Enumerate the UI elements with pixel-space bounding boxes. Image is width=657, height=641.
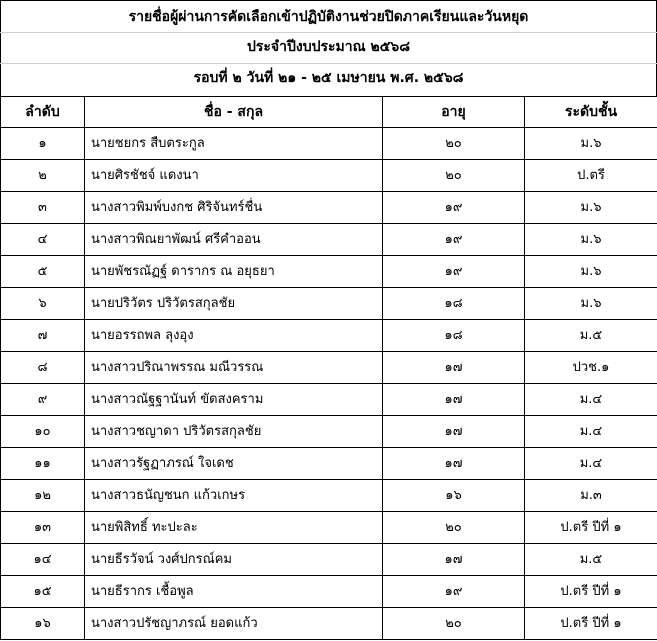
row-age: ๑๙ <box>383 224 525 256</box>
row-level: ม.๖ <box>525 224 657 256</box>
row-number: ๘ <box>1 352 85 384</box>
table-row <box>1 416 657 448</box>
table-row <box>1 608 657 640</box>
table-header-row <box>1 97 657 128</box>
row-age: ๑๗ <box>383 384 525 416</box>
table-row <box>1 224 657 256</box>
column-header-level: ระดับชั้น <box>525 97 657 128</box>
row-age: ๑๙ <box>383 256 525 288</box>
row-age: ๒๐ <box>383 160 525 192</box>
table-row <box>1 128 657 160</box>
row-level: ป.ตรี ปีที่ ๑ <box>525 576 657 608</box>
row-number: ๑๑ <box>1 448 85 480</box>
row-name: นางสาวปรัชญาภรณ์ ยอดแก้ว <box>85 608 383 640</box>
row-age: ๒๐ <box>383 128 525 160</box>
table-row <box>1 480 657 512</box>
row-number: ๗ <box>1 320 85 352</box>
row-level: ม.๕ <box>525 544 657 576</box>
row-name: นายพิสิทธิ์ ทะปะละ <box>85 512 383 544</box>
row-number: ๔ <box>1 224 85 256</box>
row-name: นางสาวพิณยาพัฒน์ ศรีคำออน <box>85 224 383 256</box>
row-level: ม.๔ <box>525 384 657 416</box>
table-row <box>1 544 657 576</box>
row-age: ๑๗ <box>383 544 525 576</box>
row-name: นางสาวธนัญชนก แก้วเกษร <box>85 480 383 512</box>
title-line-2: ประจำปีงบประมาณ ๒๕๖๘ <box>247 39 410 55</box>
row-name: นางสาวปริณาพรรณ มณีวรรณ <box>85 352 383 384</box>
row-level: ม.๖ <box>525 128 657 160</box>
row-level: ป.ตรี ปีที่ ๑ <box>525 608 657 640</box>
table-row <box>1 352 657 384</box>
row-name: นายชยกร สืบตระกูล <box>85 128 383 160</box>
row-number: ๑๖ <box>1 608 85 640</box>
row-number: ๒ <box>1 160 85 192</box>
row-age: ๑๗ <box>383 416 525 448</box>
row-level: ม.๔ <box>525 416 657 448</box>
candidate-table <box>0 96 657 640</box>
title-line-1: รายชื่อผู้ผ่านการคัดเลือกเข้าปฏิบัติงานช่วยปิดภาคเรียนและวันหยุด <box>128 9 529 25</box>
row-level: ม.๕ <box>525 320 657 352</box>
row-level: ปวช.๑ <box>525 352 657 384</box>
row-level: ม.๔ <box>525 448 657 480</box>
row-level: ป.ตรี <box>525 160 657 192</box>
row-number: ๑ <box>1 128 85 160</box>
row-age: ๑๙ <box>383 192 525 224</box>
table-row <box>1 512 657 544</box>
row-age: ๑๗ <box>383 352 525 384</box>
row-name: นางสาวชญาดา ปริวัตรสกุลชัย <box>85 416 383 448</box>
row-name: นายอรรถพล ลุงอุง <box>85 320 383 352</box>
row-name: นายธีรวัจน์ วงศ์ปกรณ์คม <box>85 544 383 576</box>
row-name: นางสาวรัฐฏาภรณ์ ใจเดช <box>85 448 383 480</box>
row-age: ๑๘ <box>383 320 525 352</box>
table-row <box>1 288 657 320</box>
row-name: นายพัชรณัฏฐ์ ดารากร ณ อยุธยา <box>85 256 383 288</box>
table-row <box>1 448 657 480</box>
row-name: นางสาวณัฐฐานันท์ ขัดสงคราม <box>85 384 383 416</box>
row-age: ๑๖ <box>383 480 525 512</box>
row-number: ๑๐ <box>1 416 85 448</box>
row-level: ม.๖ <box>525 192 657 224</box>
table-row <box>1 384 657 416</box>
table-row <box>1 256 657 288</box>
row-age: ๑๘ <box>383 288 525 320</box>
title-line-3: รอบที่ ๒ วันที่ ๒๑ - ๒๕ เมษายน พ.ศ. ๒๕๖๘ <box>193 70 464 86</box>
row-number: ๓ <box>1 192 85 224</box>
row-age: ๒๐ <box>383 512 525 544</box>
column-header-name: ชื่อ - สกุล <box>85 97 383 128</box>
row-name: นายธีรากร เชื้อพูล <box>85 576 383 608</box>
row-number: ๕ <box>1 256 85 288</box>
row-level: ม.๓ <box>525 480 657 512</box>
row-name: นายปริวัตร ปริวัตรสกุลชัย <box>85 288 383 320</box>
row-number: ๙ <box>1 384 85 416</box>
table-row <box>1 576 657 608</box>
row-level: ป.ตรี ปีที่ ๑ <box>525 512 657 544</box>
row-age: ๒๐ <box>383 608 525 640</box>
row-number: ๖ <box>1 288 85 320</box>
row-number: ๑๕ <box>1 576 85 608</box>
row-age: ๑๙ <box>383 576 525 608</box>
table-row <box>1 160 657 192</box>
row-level: ม.๖ <box>525 256 657 288</box>
column-header-age: อายุ <box>383 97 525 128</box>
column-header-no: ลำดับ <box>1 97 85 128</box>
row-number: ๑๓ <box>1 512 85 544</box>
table-row <box>1 192 657 224</box>
row-name: นางสาวพิมพ์บงกช ศิริจันทร์ชื่น <box>85 192 383 224</box>
title-divider-2 <box>0 63 657 64</box>
row-level: ม.๖ <box>525 288 657 320</box>
table-row <box>1 320 657 352</box>
row-name: นายศิรชัชจ์ แดงนา <box>85 160 383 192</box>
row-number: ๑๒ <box>1 480 85 512</box>
row-number: ๑๔ <box>1 544 85 576</box>
top-border <box>0 0 657 1</box>
title-divider-1 <box>0 32 657 33</box>
row-age: ๑๗ <box>383 448 525 480</box>
